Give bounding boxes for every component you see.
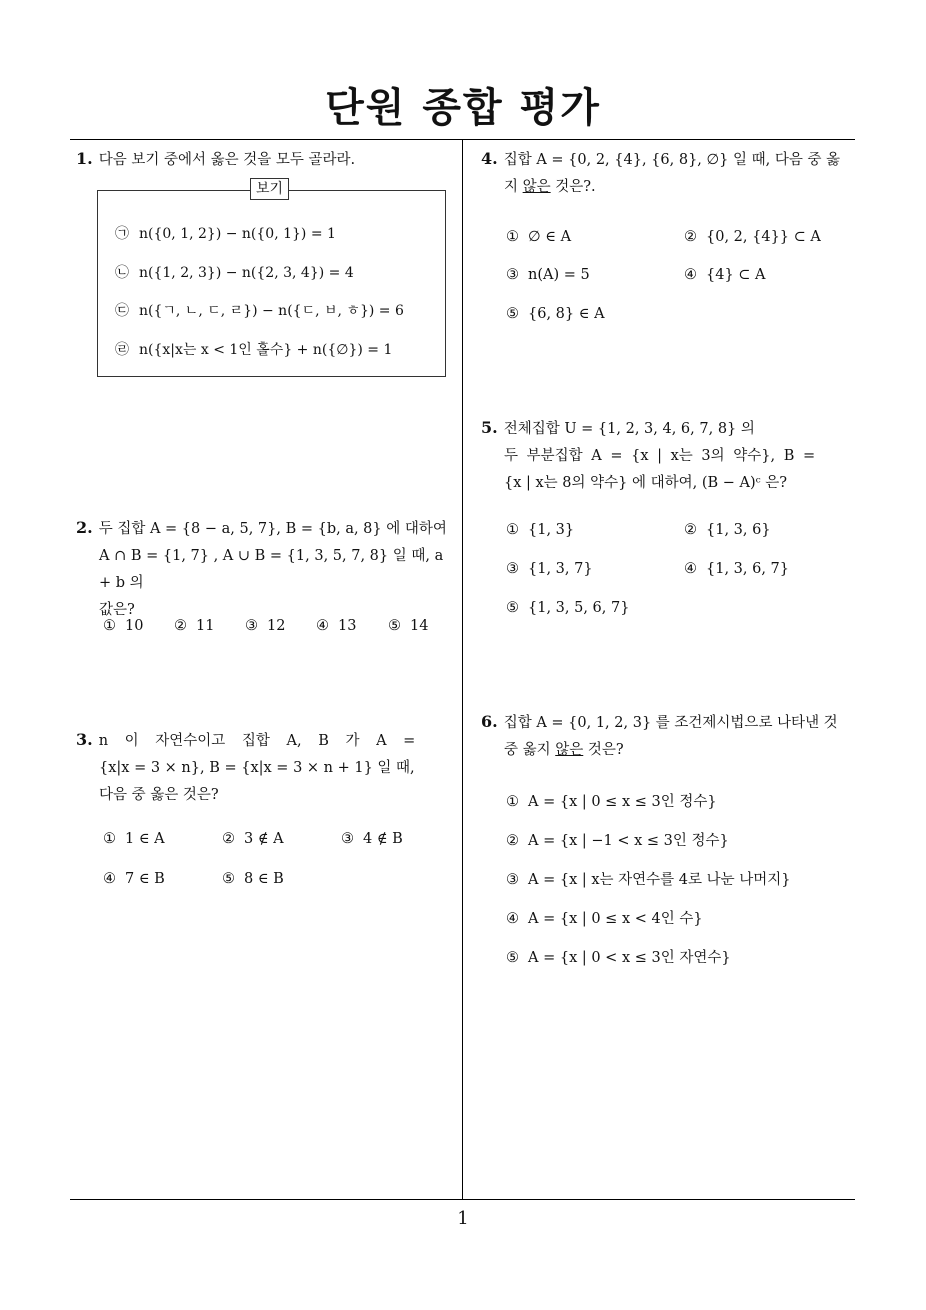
- question-5: 5. 전체집합 U = {1, 2, 3, 4, 6, 7, 8} 의 두 부분집합 A = {x | x는 3의 약수}, B = {x | x는 8의 약수} 에 대하여, (B − A)ᶜ 은?: [481, 418, 816, 491]
- answer-option[interactable]: ② {1, 3, 6}: [684, 522, 771, 538]
- example-item: ㉠ n({0, 1, 2}) − n({0, 1}) = 1: [115, 226, 336, 242]
- answer-option[interactable]: ② A = {x | −1 < x ≤ 3인 정수}: [506, 833, 729, 849]
- answer-option[interactable]: ④ {4} ⊂ A: [684, 267, 766, 283]
- question-2: 2. 두 집합 A = {8 − a, 5, 7}, B = {b, a, 8} 에 대하여 A ∩ B = {1, 7} , A ∪ B = {1, 3, 5, 7, 8} 일 때, a + b 의 값은?: [76, 518, 447, 618]
- question-6: 6. 집합 A = {0, 1, 2, 3} 를 조건제시법으로 나타낸 것 중 옳지 않은 것은?: [481, 712, 838, 758]
- emphasis-underline: 않은: [555, 742, 584, 758]
- answer-option[interactable]: ① ∅ ∈ A: [506, 229, 572, 245]
- answer-option[interactable]: ⑤ A = {x | 0 < x ≤ 3인 자연수}: [506, 950, 731, 966]
- answer-option[interactable]: ② 3 ∉ A: [222, 831, 284, 847]
- example-item: ㉡ n({1, 2, 3}) − n({2, 3, 4}) = 4: [115, 265, 354, 281]
- question-4: 4. 집합 A = {0, 2, {4}, {6, 8}, ∅} 일 때, 다음 중 옳 지 않은 것은?.: [481, 149, 841, 195]
- question-number: 4.: [481, 149, 498, 168]
- answer-option[interactable]: ① 10: [103, 618, 144, 634]
- question-3: 3. n 이 자연수이고 집합 A, B 가 A = {x|x = 3 × n}, B = {x|x = 3 × n + 1} 일 때, 다음 중 옳은 것은?: [76, 730, 416, 803]
- answer-option[interactable]: ④ 13: [316, 618, 357, 634]
- question-number: 6.: [481, 712, 498, 731]
- page-number: 1: [457, 1208, 469, 1229]
- answer-option[interactable]: ⑤ {1, 3, 5, 6, 7}: [506, 600, 630, 616]
- answer-option[interactable]: ③ {1, 3, 7}: [506, 561, 593, 577]
- emphasis-underline: 않은: [522, 179, 551, 195]
- question-number: 2.: [76, 518, 93, 537]
- answer-option[interactable]: ④ 7 ∈ B: [103, 871, 165, 887]
- question-number: 5.: [481, 418, 498, 437]
- answer-option[interactable]: ① {1, 3}: [506, 522, 575, 538]
- answer-option[interactable]: ② 11: [174, 618, 215, 634]
- answer-option[interactable]: ③ 12: [245, 618, 286, 634]
- column-divider: [462, 140, 463, 1200]
- example-item: ㉣ n({x|x는 x < 1인 홀수} + n({∅}) = 1: [115, 342, 393, 358]
- question-text: 다음 보기 중에서 옳은 것을 모두 골라라.: [98, 152, 356, 168]
- question-1: [76, 145, 456, 174]
- answer-option[interactable]: ⑤ {6, 8} ∈ A: [506, 306, 605, 322]
- answer-option[interactable]: ① A = {x | 0 ≤ x ≤ 3인 정수}: [506, 794, 717, 810]
- answer-option[interactable]: ③ 4 ∉ B: [341, 831, 403, 847]
- answer-option[interactable]: ⑤ 14: [388, 618, 429, 634]
- question-number: 1.: [76, 149, 93, 168]
- answer-option[interactable]: ① 1 ∈ A: [103, 831, 165, 847]
- answer-option[interactable]: ⑤ 8 ∈ B: [222, 871, 284, 887]
- answer-option[interactable]: ② {0, 2, {4}} ⊂ A: [684, 229, 821, 245]
- page-title: 단원 종합 평가: [325, 85, 601, 131]
- answer-option[interactable]: ③ n(A) = 5: [506, 267, 590, 283]
- example-item: ㉢ n({ㄱ, ㄴ, ㄷ, ㄹ}) − n({ㄷ, ㅂ, ㅎ}) = 6: [115, 303, 404, 319]
- answer-option[interactable]: ③ A = {x | x는 자연수를 4로 나눈 나머지}: [506, 872, 791, 888]
- bottom-rule: [70, 1199, 855, 1200]
- answer-option[interactable]: ④ A = {x | 0 ≤ x < 4인 수}: [506, 911, 703, 927]
- answer-option[interactable]: ④ {1, 3, 6, 7}: [684, 561, 790, 577]
- question-number: 3.: [76, 730, 93, 749]
- example-box-label: 보기: [250, 178, 289, 200]
